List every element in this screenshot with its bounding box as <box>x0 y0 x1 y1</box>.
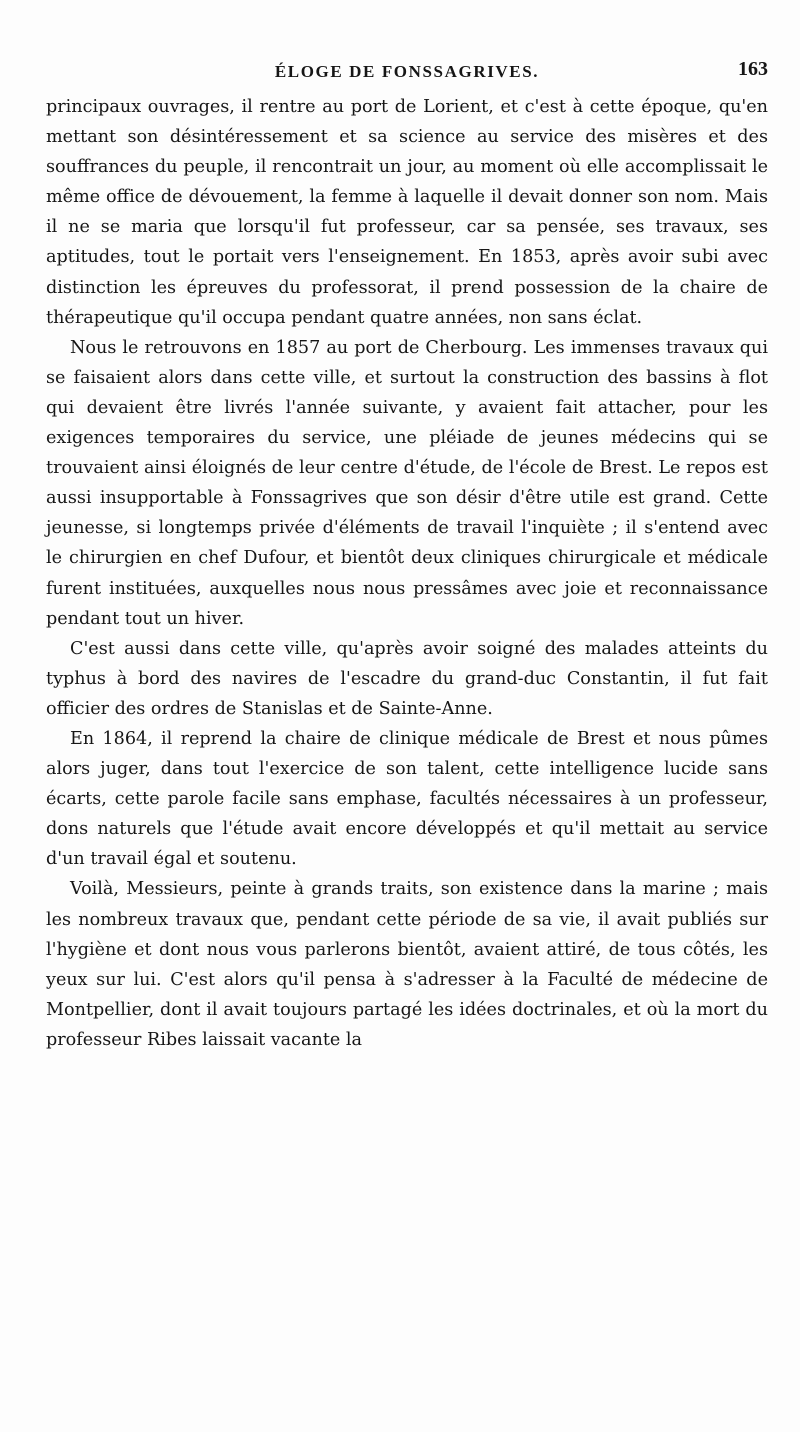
paragraph-4: En 1864, il reprend la chaire de clinique médicale de Brest et nous pûmes alors juger, dans tout l'exercice de son talent, cette intelligence lucide sans écarts, cette parole facile sans emphase, facultés nécessaires à un professeur, dons naturels que l'étude avait encore développés et qu'il mettait au service d'un travail égal et soutenu. <box>46 728 768 870</box>
paragraph-5: Voilà, Messieurs, peinte à grands traits, son existence dans la marine ; mais les nombreux travaux que, pendant cette période de sa vie, il avait publiés sur l'hygiène et dont nous vous parlerons bientôt, avaient attiré, de tous côtés, les yeux sur lui. C'est alors qu'il pensa à s'adresser à la Faculté de médecine de Montpellier, dont il avait toujours partagé les idées doctrinales, et où la mort du professeur Ribes laissait vacante la <box>46 879 768 1050</box>
paragraph-3: C'est aussi dans cette ville, qu'après avoir soigné des malades atteints du typhus à bord des navires de l'escadre du grand-duc Constantin, il fut fait officier des ordres de Stanislas et de Sainte-Anne. <box>46 638 768 719</box>
running-title: ÉLOGE DE FONSSAGRIVES. <box>274 62 540 81</box>
page-number: 163 <box>738 58 768 80</box>
paragraph-1: principaux ouvrages, il rentre au port de Lorient, et c'est à cette époque, qu'en mettant son désintéressement et sa science au service des misères et des souffrances du peuple, il rencontrait un jour, au moment où elle accomplissait le même office de dévouement, la femme à laquelle il devait donner son nom. Mais il ne se maria que lorsqu'il fut professeur, car sa pensée, ses travaux, ses aptitudes, tout le portait vers l'enseignement. En 1853, après avoir subi avec distinction les épreuves du professorat, il prend possession de la chaire de thérapeutique qu'il occupa pendant quatre années, non sans éclat. <box>46 97 768 328</box>
body-text <box>46 92 768 1055</box>
paragraph-2: Nous le retrouvons en 1857 au port de Cherbourg. Les immenses travaux qui se faisaient alors dans cette ville, et surtout la construction des bassins à flot qui devaient être livrés l'année suivante, y avaient fait attacher, pour les exigences temporaires du service, une pléiade de jeunes médecins qui se trouvaient ainsi éloignés de leur centre d'étude, de l'école de Brest. Le repos est aussi insupportable à Fonssagrives que son désir d'être utile est grand. Cette jeunesse, si longtemps privée d'éléments de travail l'inquiète ; il s'entend avec le chirurgien en chef Dufour, et bientôt deux cliniques chirurgicale et médicale furent instituées, auxquelles nous nous pressâmes avec joie et reconnaissance pendant tout un hiver. <box>46 337 768 629</box>
